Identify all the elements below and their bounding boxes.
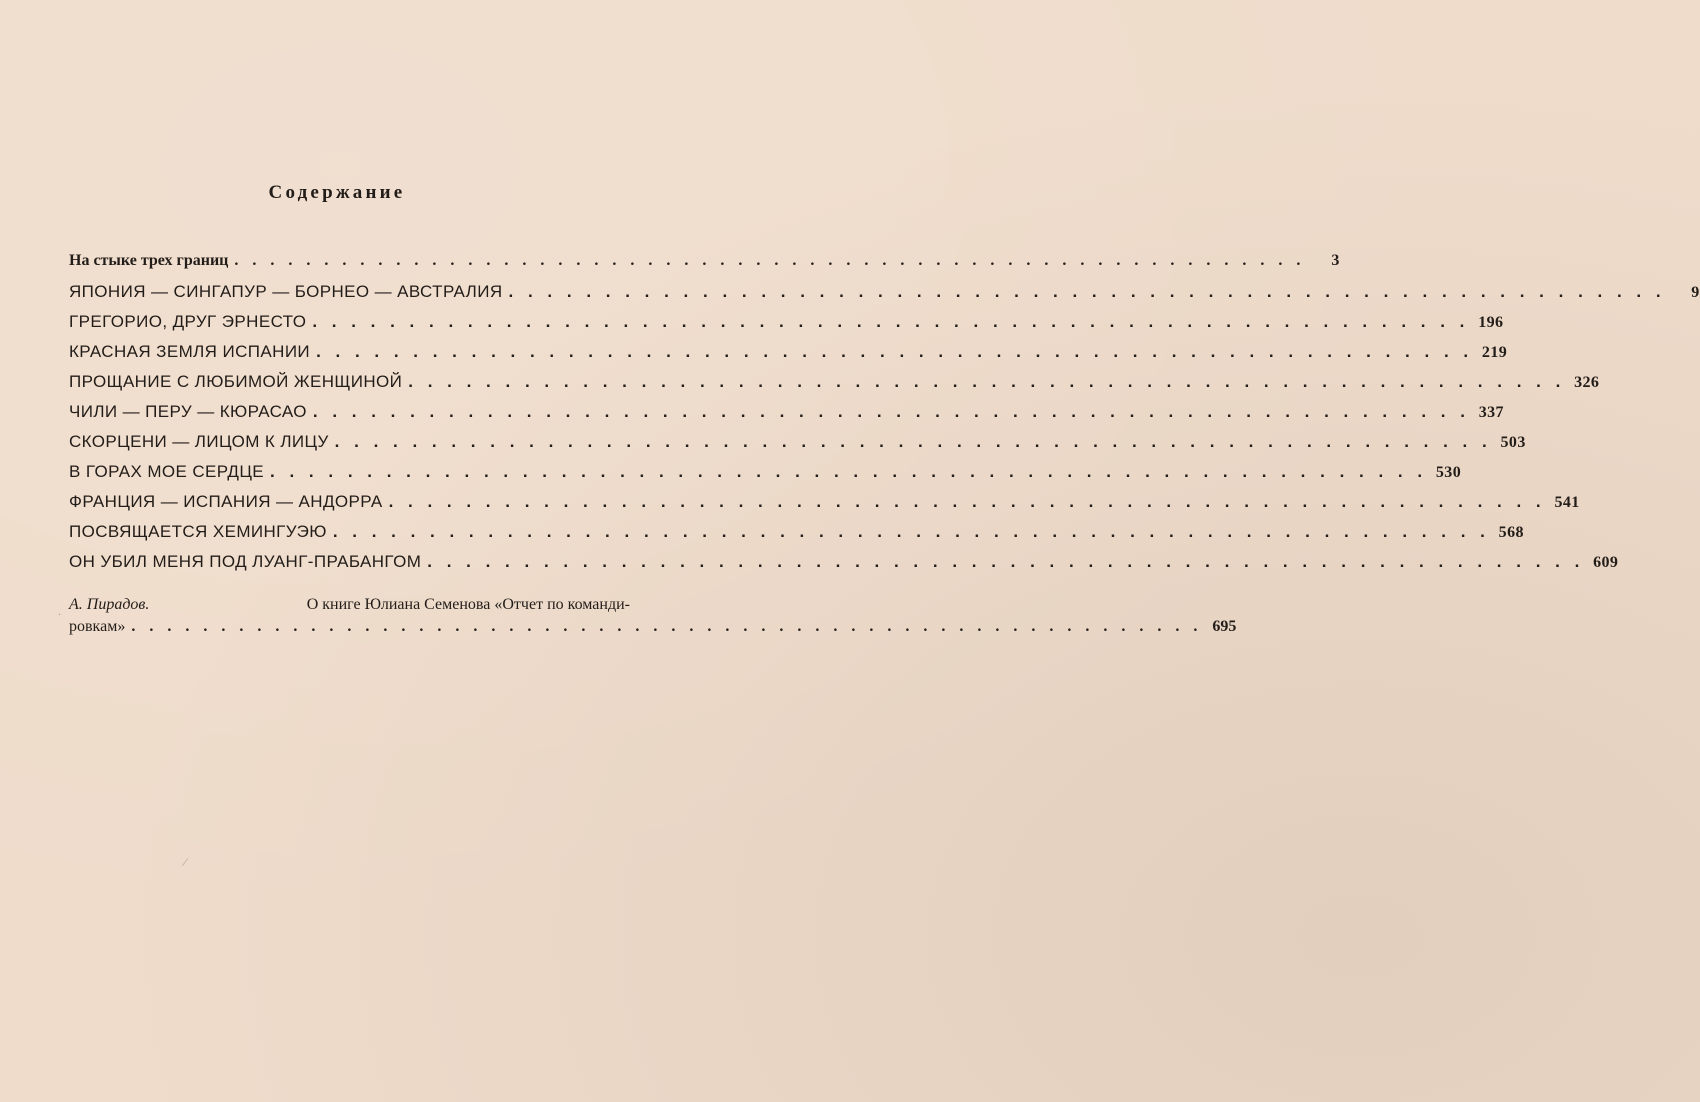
paper-scratch: ⁄: [184, 855, 187, 869]
toc-entry[interactable]: [69, 552, 1619, 582]
leader-dots: . . . . . . . . . . . . . . . . . . . . . . . . . . . . . . . . . . . . . . . . . . . . . . . . . . . . . . . . . . . .: [131, 618, 1203, 635]
toc-entry[interactable]: [69, 372, 1600, 402]
page-title: Содержание: [268, 182, 406, 203]
toc-entry[interactable]: [69, 312, 1504, 342]
toc-entry[interactable]: [69, 282, 1700, 312]
toc-entry-title: ПРОЩАНИЕ С ЛЮБИМОЙ ЖЕНЩИНОЙ: [69, 372, 403, 391]
toc-entry-title: ГРЕГОРИО, ДРУГ ЭРНЕСТО: [69, 312, 307, 331]
afterword-author: А. Пирадов.: [69, 596, 150, 613]
afterword-title-continuation: ровкам»: [69, 618, 126, 635]
toc-entry[interactable]: [69, 522, 1524, 552]
leader-dots: . . . . . . . . . . . . . . . . . . . . . . . . . . . . . . . . . . . . . . . . . . . . . . . . . . . . . . . . . . . .: [427, 552, 1585, 571]
toc-entry-page: 3: [1331, 252, 1340, 269]
toc-entry-title: СКОРЦЕНИ — ЛИЦОМ К ЛИЦУ: [69, 432, 329, 451]
toc-entry[interactable]: [69, 432, 1526, 462]
toc-entry-title: ФРАНЦИЯ — ИСПАНИЯ — АНДОРРА: [69, 492, 383, 511]
afterword-title: О книге Юлиана Семенова «Отчет по команди-: [306, 596, 630, 613]
afterword-page: 695: [1212, 618, 1237, 635]
toc-entry-page: 541: [1554, 494, 1580, 511]
leader-dots: . . . . . . . . . . . . . . . . . . . . . . . . . . . . . . . . . . . . . . . . . . . . . . . . . . . . . . . . . . . .: [334, 432, 1492, 451]
leader-dots: . . . . . . . . . . . . . . . . . . . . . . . . . . . . . . . . . . . . . . . . . . . . . . . . . . . . . . . . . . . .: [508, 282, 1666, 301]
toc-entry-title: ОН УБИЛ МЕНЯ ПОД ЛУАНГ-ПРАБАНГОМ: [69, 552, 422, 571]
toc-entry-page: 326: [1574, 374, 1600, 391]
toc-entry-page: 9: [1691, 284, 1700, 301]
toc-entry-page: 530: [1435, 464, 1462, 481]
toc-entry[interactable]: [69, 462, 1462, 492]
toc-entry-title: На стыке трех границ: [69, 252, 229, 269]
paper-speck: .: [58, 604, 61, 618]
leader-dots: . . . . . . . . . . . . . . . . . . . . . . . . . . . . . . . . . . . . . . . . . . . . . . . . . . . . . . . . . . . .: [270, 462, 1428, 481]
toc-entry-title: ПОСВЯЩАЕТСЯ ХЕМИНГУЭЮ: [69, 522, 327, 541]
toc-entry-page: 196: [1478, 314, 1504, 331]
leader-dots: . . . . . . . . . . . . . . . . . . . . . . . . . . . . . . . . . . . . . . . . . . . . . . . . . . . . . . . . . . . .: [312, 312, 1470, 331]
toc-entry-title: В ГОРАХ МОЕ СЕРДЦЕ: [69, 462, 265, 481]
leader-dots: . . . . . . . . . . . . . . . . . . . . . . . . . . . . . . . . . . . . . . . . . . . . . . . . . . . . . . . . . . . .: [408, 372, 1566, 391]
afterword-entry[interactable]: [69, 596, 1237, 644]
afterword-second-line: [69, 618, 1237, 644]
leader-dots: . . . . . . . . . . . . . . . . . . . . . . . . . . . . . . . . . . . . . . . . . . . . . . . . . . . . . . . . . . . .: [332, 522, 1490, 541]
toc-entry-title: ЧИЛИ — ПЕРУ — КЮРАСАО: [69, 402, 307, 421]
toc-entry-page: 503: [1500, 434, 1526, 451]
toc-entry[interactable]: [69, 252, 1340, 282]
toc-entry-title: ЯПОНИЯ — СИНГАПУР — БОРНЕО — АВСТРАЛИЯ: [69, 282, 503, 301]
leader-dots: . . . . . . . . . . . . . . . . . . . . . . . . . . . . . . . . . . . . . . . . . . . . . . . . . . . . . . . . . . . .: [316, 342, 1474, 361]
toc-entry-title: КРАСНАЯ ЗЕМЛЯ ИСПАНИИ: [69, 342, 311, 361]
leader-dots: . . . . . . . . . . . . . . . . . . . . . . . . . . . . . . . . . . . . . . . . . . . . . . . . . . . . . . . . . . . .: [312, 402, 1470, 421]
toc-entry-page: 609: [1593, 554, 1619, 571]
toc-entry-page: 568: [1498, 524, 1524, 541]
toc-entry[interactable]: [69, 492, 1580, 522]
toc-entry-page: 337: [1478, 404, 1504, 421]
toc-entry-page: 219: [1481, 344, 1508, 361]
table-of-contents: [69, 252, 1700, 582]
leader-dots: . . . . . . . . . . . . . . . . . . . . . . . . . . . . . . . . . . . . . . . . . . . . . . . . . . . . . . . . . . . .: [234, 252, 1306, 269]
toc-entry[interactable]: [69, 342, 1508, 372]
afterword-first-line: [69, 596, 630, 618]
toc-entry[interactable]: [69, 402, 1504, 432]
leader-dots: . . . . . . . . . . . . . . . . . . . . . . . . . . . . . . . . . . . . . . . . . . . . . . . . . . . . . . . . . . . .: [388, 492, 1546, 511]
